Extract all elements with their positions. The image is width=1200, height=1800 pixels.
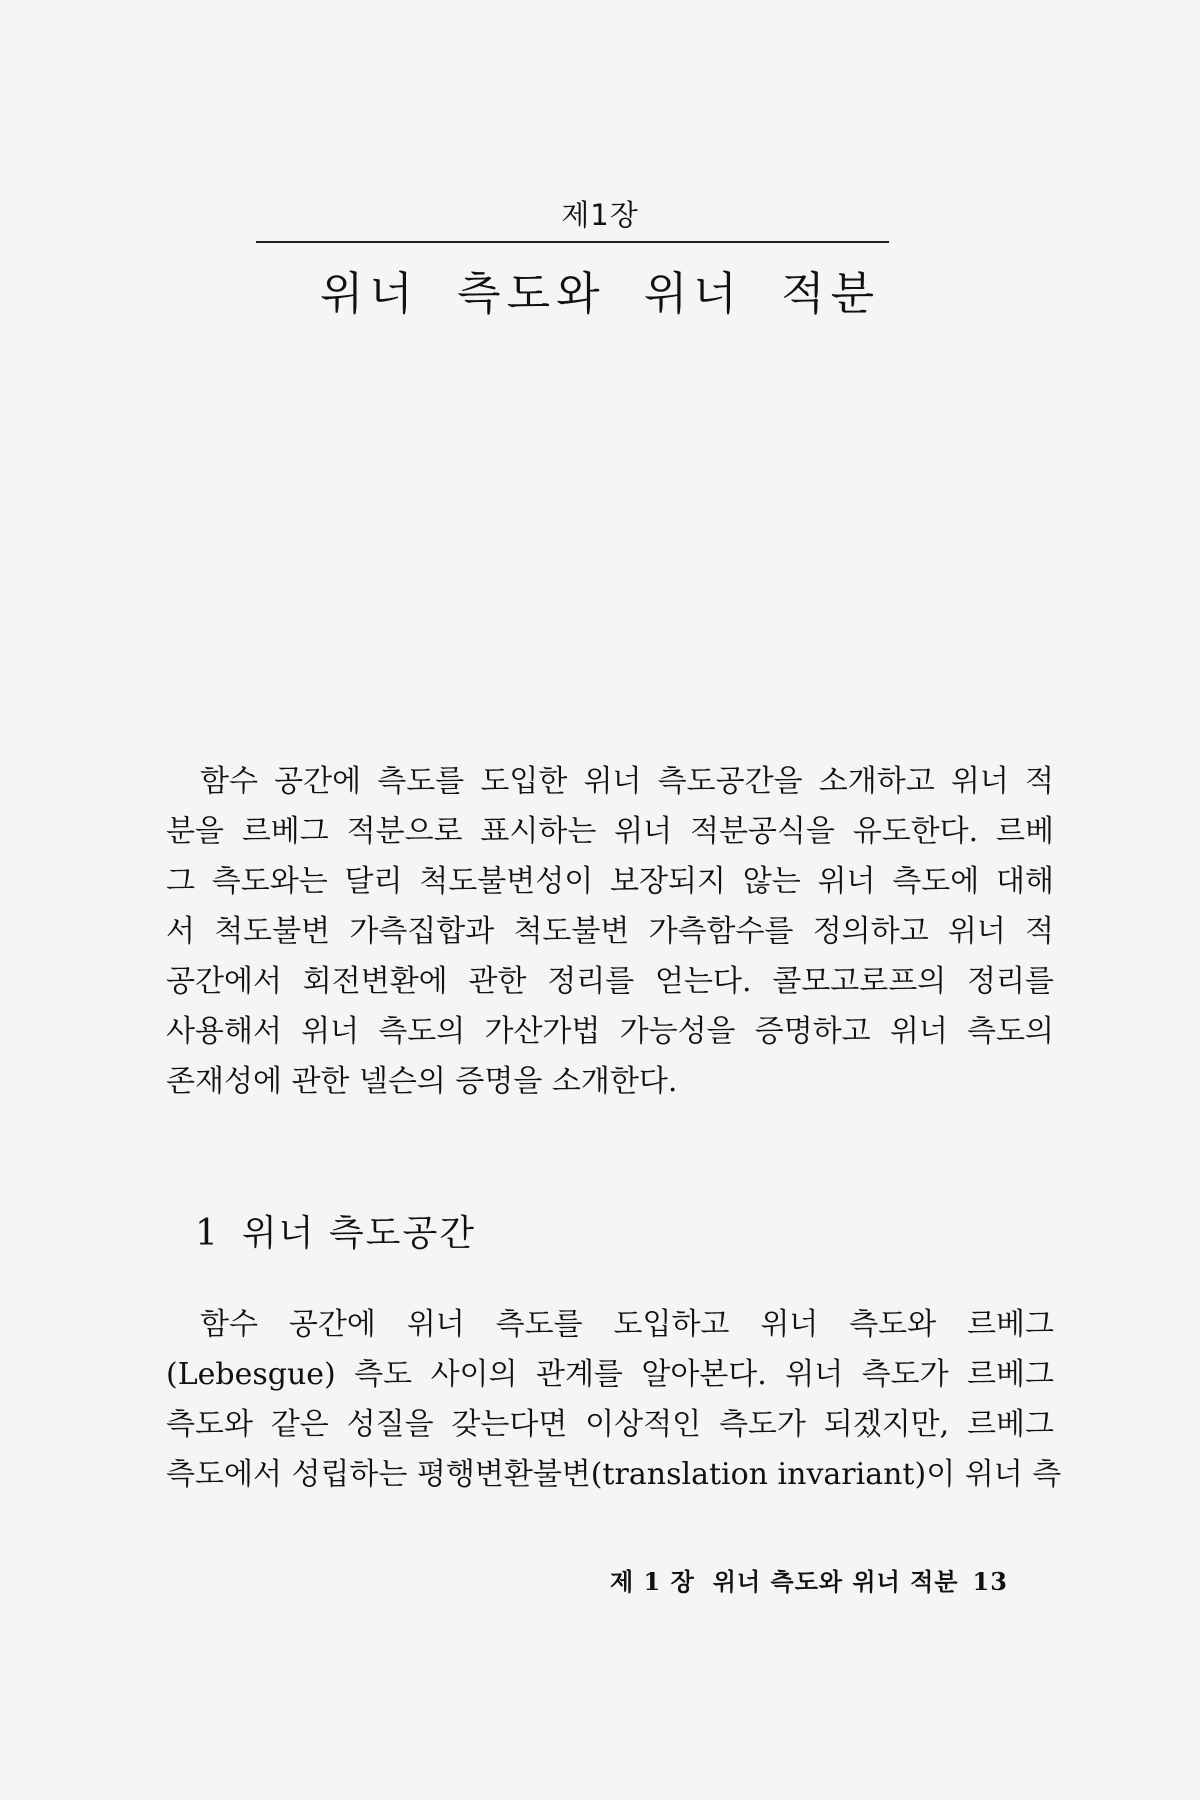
- chapter-divider: [256, 241, 889, 243]
- section-heading: [195, 1205, 476, 1256]
- page-number: 13: [972, 1567, 1008, 1596]
- section-line: 측도에서 성립하는 평행변환불변(translation invariant)이 위너 측: [166, 1457, 1062, 1492]
- section-line: (Lebesgue) 측도 사이의 관계를 알아본다. 위너 측도가 르베그: [166, 1357, 1054, 1392]
- section-paragraph: [166, 1300, 1062, 1500]
- intro-line: 함수 공간에 측도를 도입한 위너 측도공간을 소개하고 위너 적: [200, 764, 1054, 799]
- intro-line: 존재성에 관한 넬슨의 증명을 소개한다.: [166, 1064, 678, 1099]
- section-line: 함수 공간에 위너 측도를 도입하고 위너 측도와 르베그: [200, 1307, 1054, 1342]
- chapter-label: 제1장: [561, 198, 639, 232]
- running-footer: [610, 1562, 1008, 1597]
- intro-line: 공간에서 회전변환에 관한 정리를 얻는다. 콜모고로프의 정리를: [166, 964, 1054, 999]
- chapter-title: 위너 측도와 위너 적분: [319, 267, 881, 320]
- intro-line: 그 측도와는 달리 척도불변성이 보장되지 않는 위너 측도에 대해: [166, 864, 1054, 899]
- intro-line: 분을 르베그 적분으로 표시하는 위너 적분공식을 유도한다. 르베: [166, 814, 1054, 849]
- chapter-intro-paragraph: [166, 757, 1054, 1107]
- section-line: 측도와 같은 성질을 갖는다면 이상적인 측도가 되겠지만, 르베그: [166, 1407, 1054, 1442]
- intro-line: 사용해서 위너 측도의 가산가법 가능성을 증명하고 위너 측도의: [166, 1014, 1054, 1049]
- section-title: 위너 측도공간: [241, 1213, 477, 1254]
- footer-chapter: 제 1 장: [610, 1567, 695, 1596]
- section-number: 1: [195, 1213, 220, 1254]
- footer-title: 위너 측도와 위너 적분: [712, 1567, 959, 1596]
- intro-line: 서 척도불변 가측집합과 척도불변 가측함수를 정의하고 위너 적: [166, 914, 1054, 949]
